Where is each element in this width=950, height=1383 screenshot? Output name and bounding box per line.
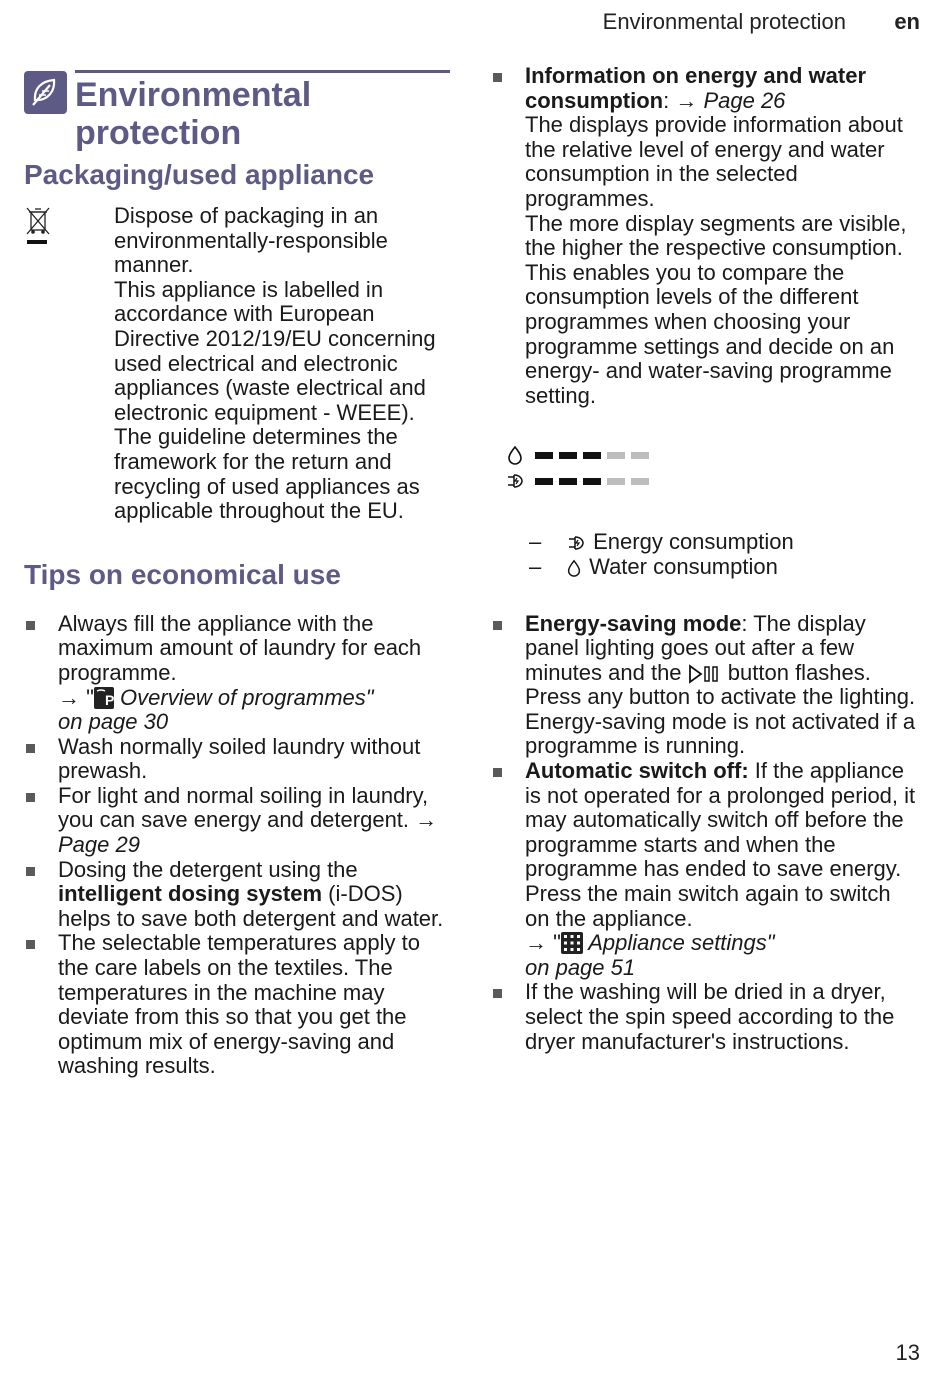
packaging-text-1: Dispose of packaging in an environmentally-responsible manner. — [114, 203, 388, 278]
energy-segments — [535, 472, 655, 490]
list-item: Always fill the appliance with the maximum amount of laundry for each programme. → " P Overview of programmes" on page 30 — [24, 612, 450, 735]
info-text-3: This enables you to compare the consumption levels of the different programmes when choosing your programme settings and decide on an energy- and water-saving programme setting. — [525, 259, 895, 408]
energy-saving-note: Energy-saving mode is not activated if a programme is running. — [525, 708, 916, 759]
energy-icon — [565, 533, 587, 553]
packaging-text-3: The guideline determines the framework for the return and recycling of used appliances as applicable throughout the EU. — [114, 424, 420, 524]
packaging-section — [24, 204, 450, 524]
page-link[interactable]: → Page 29 — [58, 807, 438, 858]
leaf-icon — [24, 71, 67, 114]
info-text-2: The more display segments are visible, the higher the respective consumption. — [525, 210, 907, 261]
section-heading — [24, 68, 450, 160]
info-list — [491, 64, 921, 408]
page-number: 13 — [895, 1340, 920, 1365]
cross-reference-link[interactable]: → " P Overview of programmes" on page 30 — [58, 684, 374, 735]
water-drop-icon — [505, 445, 525, 465]
language-code: en — [894, 9, 920, 34]
page-link[interactable]: → Page 26 — [675, 87, 786, 113]
list-item: Automatic switch off: If the appliance is not operated for a prolonged period, it may automatically switch off before the programme starts and when the programme has ended to save energy. Press the main switch again to switch on the appliance. → " Appliance settings" on page 51 — [491, 759, 921, 980]
energy-bar-row — [505, 468, 921, 494]
water-segments — [535, 446, 655, 464]
display-segment — [607, 452, 625, 459]
settings-grid-icon — [561, 932, 583, 954]
consumption-display — [491, 442, 921, 494]
display-segment — [607, 478, 625, 485]
list-item: Energy-saving mode: The display panel lighting goes out after a few minutes and the button flashes. Press any button to activate the lighting. Energy-saving mode is not activated if a programme is running. — [491, 612, 921, 760]
display-segment — [631, 478, 649, 485]
list-item: The selectable temperatures apply to the care labels on the textiles. The temperatures in the machine may deviate from this so that you get the optimum mix of energy-saving and washing results. — [24, 931, 450, 1079]
legend-item-water: – Water consumption — [529, 553, 778, 579]
crossed-bin-icon — [24, 207, 52, 247]
left-column — [24, 68, 450, 1079]
legend — [491, 530, 921, 579]
tips-list — [24, 612, 450, 1079]
display-segment — [559, 452, 577, 459]
display-segment — [559, 478, 577, 485]
display-segment — [535, 452, 553, 459]
svg-text:P: P — [104, 691, 114, 708]
display-segment — [583, 452, 601, 459]
tips-heading: Tips on economical use — [24, 558, 341, 590]
energy-icon — [505, 471, 525, 491]
info-text-1: The displays provide information about the relative level of energy and water consumption in the selected programmes. — [525, 112, 903, 211]
water-drop-icon — [565, 558, 583, 578]
cross-reference-link[interactable]: → " Appliance settings" on page 51 — [525, 930, 775, 980]
list-item: Wash normally soiled laundry without prewash. — [24, 735, 450, 784]
list-item: If the washing will be dried in a dryer, select the spin speed according to the dryer manufacturer's instructions. — [491, 980, 921, 1054]
page-title: Environmental protection — [75, 76, 312, 152]
packaging-heading: Packaging/used appliance — [24, 159, 375, 190]
packaging-text-2: This appliance is labelled in accordance with European Directive 2012/19/EU concerning used electrical and electronic appliances (waste electrical and electronic equipment - WEEE). — [114, 276, 436, 425]
energy-tips-list — [491, 612, 921, 1055]
running-header-title: Environmental protection — [602, 9, 846, 34]
water-bar-row — [505, 442, 921, 468]
programme-overview-icon — [94, 687, 114, 709]
start-pause-icon — [688, 664, 722, 684]
list-item: Information on energy and water consumption: → Page 26 The displays provide information about the relative level of energy and water consumption in the selected programmes. The more display segments are visible, the higher the respective consumption. This enables you to compare the consumption levels of the different programmes when choosing your programme settings and decide on an energy- and water-saving programme setting. — [491, 64, 921, 408]
heading-rule — [75, 70, 450, 73]
display-segment — [631, 452, 649, 459]
display-segment — [535, 478, 553, 485]
legend-item-energy: – Energy consumption — [529, 529, 794, 555]
display-segment — [583, 478, 601, 485]
list-item: Dosing the detergent using the intelligent dosing system (i-DOS) helps to save both detergent and water. — [24, 858, 450, 932]
list-item: For light and normal soiling in laundry, you can save energy and detergent. → Page 29 — [24, 784, 450, 858]
right-column — [491, 64, 921, 1054]
